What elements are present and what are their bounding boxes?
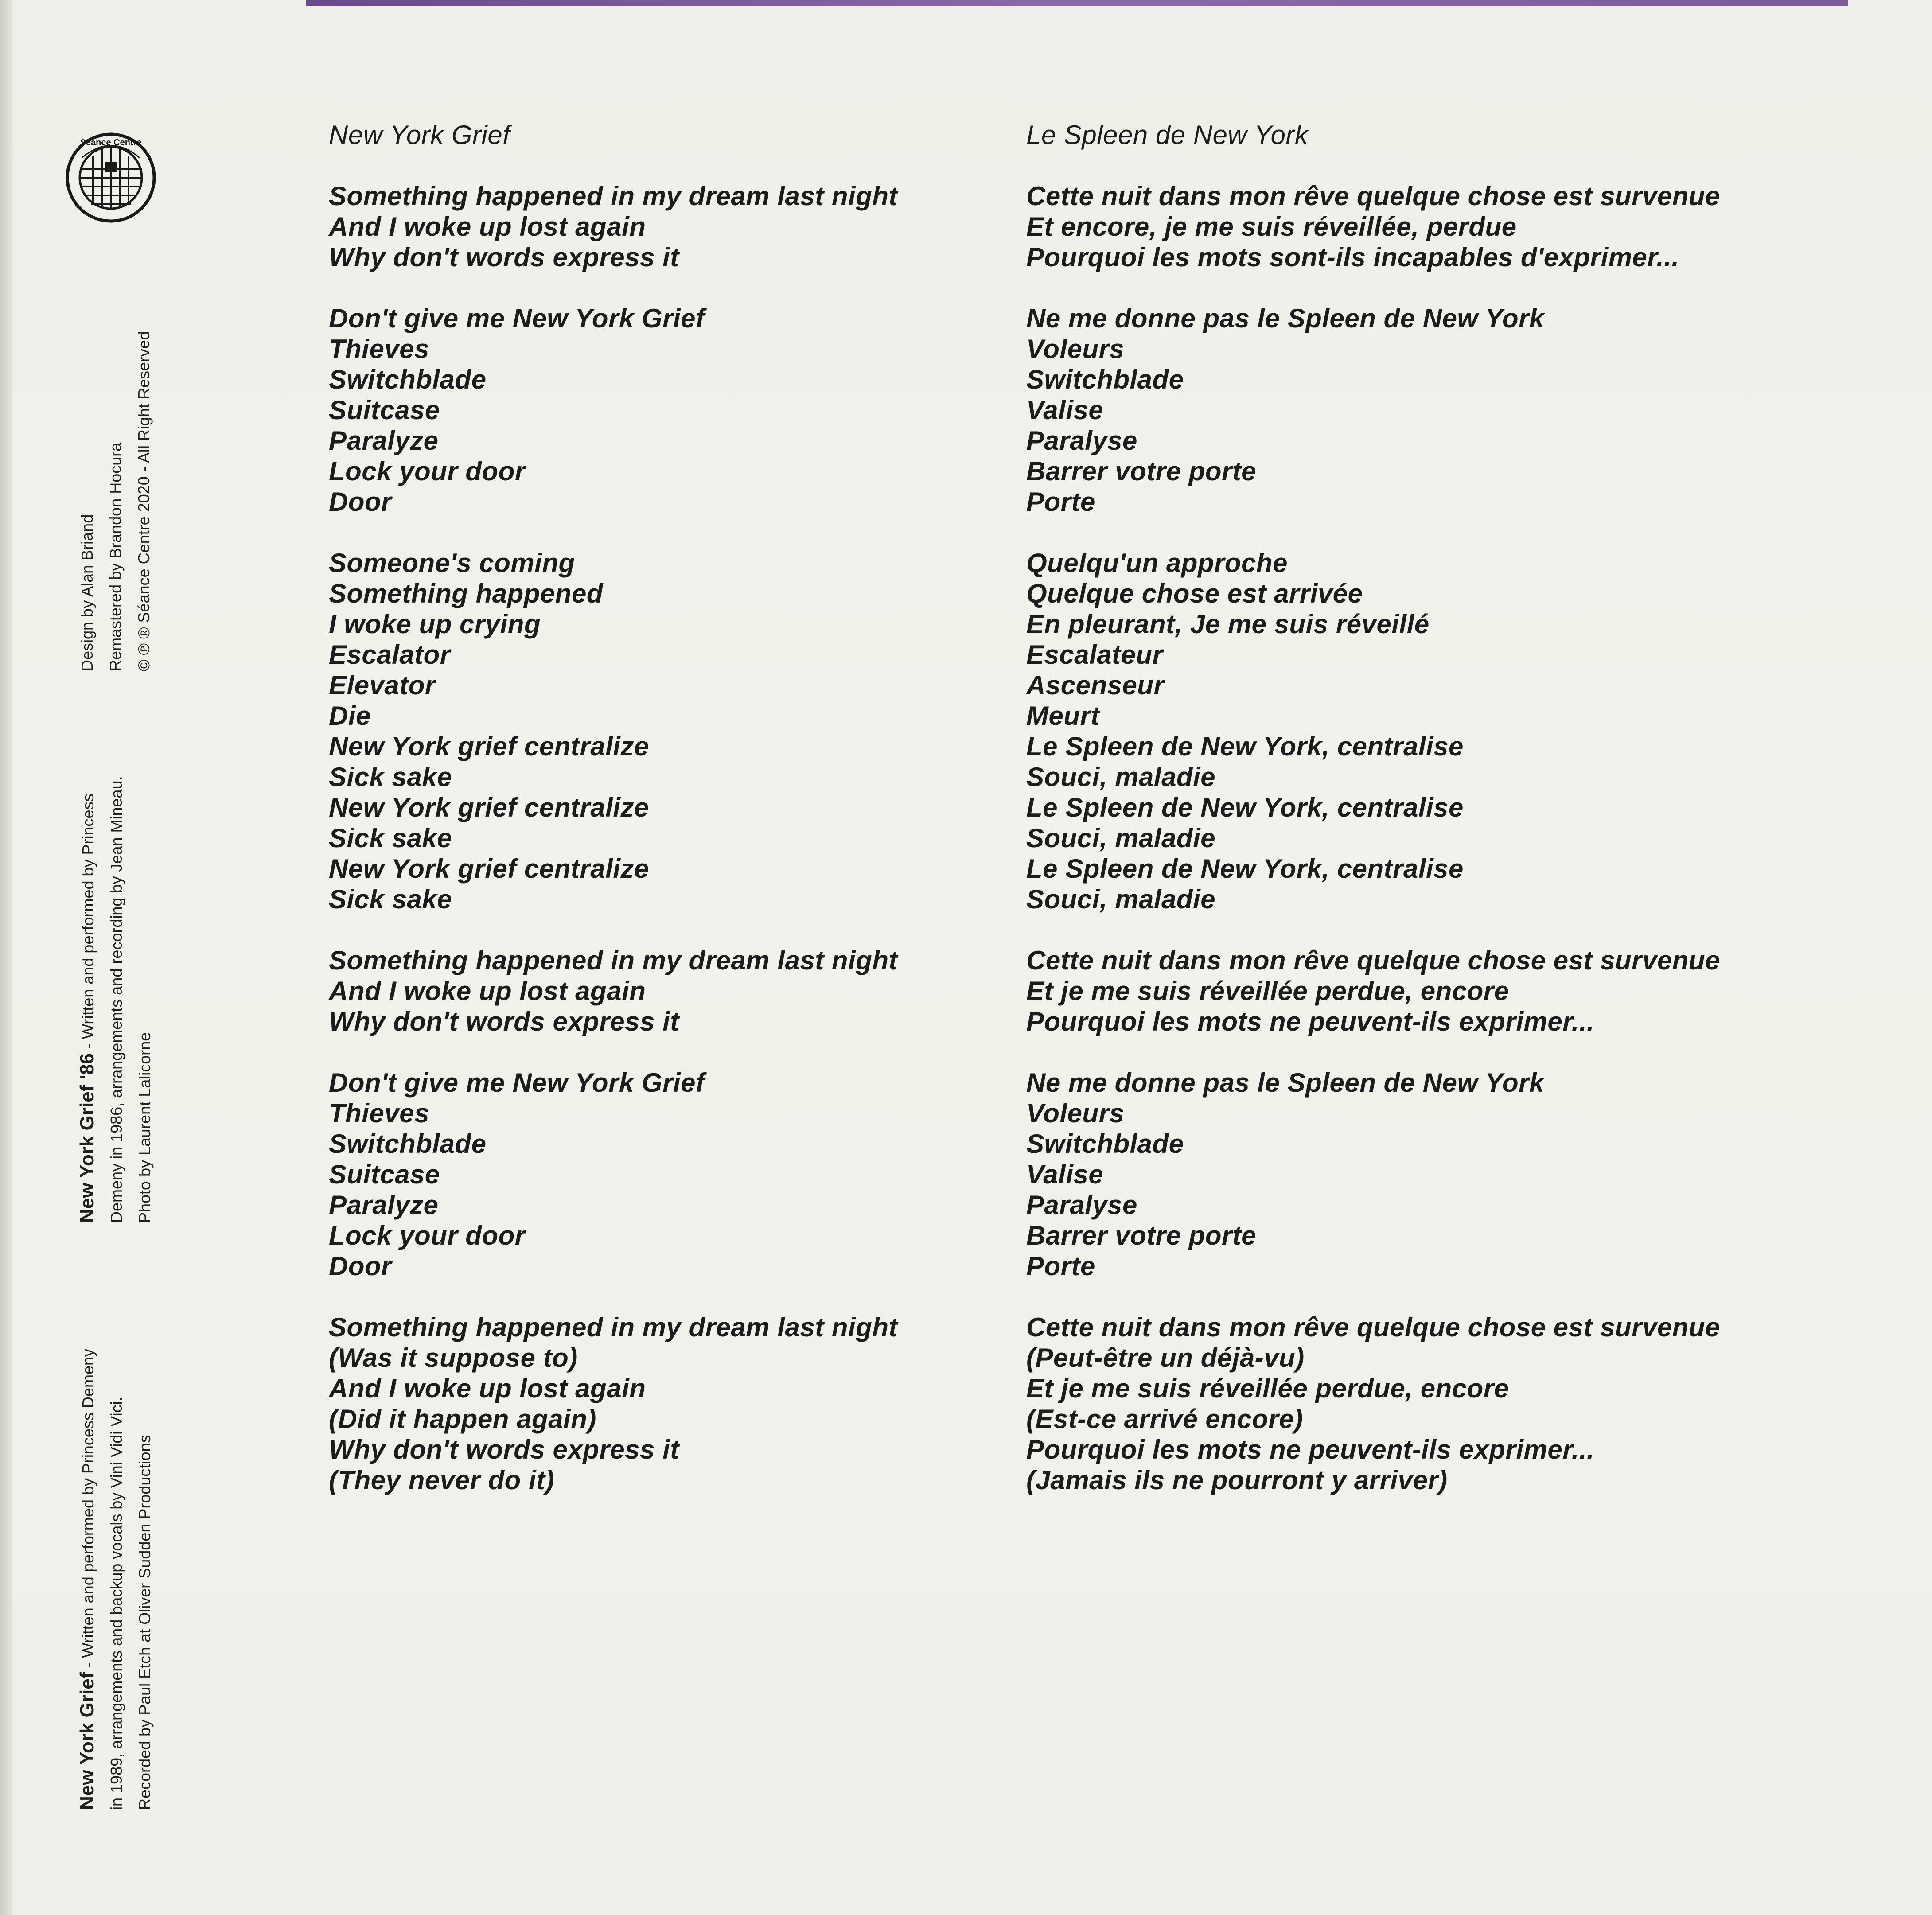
logo-text: Séance Centre [80,138,142,148]
english-lyric-line: Don't give me New York Grief [329,1068,705,1098]
english-lyric-line: Door [329,487,392,517]
credit-1-line-2: in 1989, arrangements and backup vocals by Vini Vidi Vici. [107,1397,125,1810]
english-lyric-line: Something happened in my dream last night [329,181,898,211]
english-lyric-line: Why don't words express it [329,242,679,272]
english-lyric-line: Elevator [329,670,436,700]
french-lyric-line: Cette nuit dans mon rêve quelque chose est survenue [1026,181,1720,211]
french-lyric-line: Souci, maladie [1026,884,1216,914]
english-lyric-line: Switchblade [329,1129,487,1159]
english-lyric-line: Someone's coming [329,548,575,578]
french-lyric-line: Voleurs [1026,1098,1125,1128]
english-stanza-2 [329,303,898,517]
french-lyric-line: Barrer votre porte [1026,456,1257,486]
english-lyric-line: Lock your door [329,1221,526,1250]
credit-1-title: New York Grief [76,1672,98,1810]
english-stanza-3 [329,548,898,915]
english-lyric-line: Escalator [329,640,451,669]
french-lyric-line: Escalateur [1026,640,1163,669]
french-lyric-line: Pourquoi les mots ne peuvent-ils exprimer... [1026,1007,1595,1036]
english-lyric-line: Switchblade [329,365,487,394]
french-lyric-line: Porte [1026,487,1095,517]
french-stanza-3 [1026,548,1720,915]
seance-centre-logo-icon [64,131,157,224]
english-lyric-line: And I woke up lost again [329,1374,646,1403]
english-lyric-line: Sick sake [329,762,452,792]
french-lyric-line: Et encore, je me suis réveillée, perdue [1026,212,1517,241]
french-song-title: Le Spleen de New York [1026,120,1309,150]
french-lyric-line: Et je me suis réveillée perdue, encore [1026,976,1509,1006]
french-lyric-line: Ascenseur [1026,670,1165,700]
english-lyric-line: New York grief centralize [329,732,649,761]
english-stanza-4 [329,945,898,1037]
french-lyric-line: Et je me suis réveillée perdue, encore [1026,1374,1509,1403]
english-lyric-line: Door [329,1251,392,1281]
french-lyric-line: Souci, maladie [1026,762,1216,792]
credit-3-line-2: Remastered by Brandon Hocura [106,442,125,671]
french-lyric-line: Switchblade [1026,1129,1184,1159]
french-stanza-5 [1026,1067,1720,1281]
credit-3-line-3: © ℗ ® Séance Centre 2020 - All Right Reserved [135,331,153,671]
page-left-edge [0,0,12,1915]
credit-3-line-1: Design by Alan Briand [78,514,96,671]
english-lyric-line: Thieves [329,334,429,364]
english-lyric-line: (Did it happen again) [329,1404,596,1434]
english-lyric-line: Thieves [329,1098,429,1128]
french-lyric-line: Ne me donne pas le Spleen de New York [1026,304,1544,333]
english-lyric-line: I woke up crying [329,609,541,639]
english-lyric-line: (Was it suppose to) [329,1343,578,1373]
english-lyric-line: New York grief centralize [329,793,649,822]
english-lyric-line: Paralyze [329,1190,439,1220]
french-lyric-line: Switchblade [1026,365,1184,394]
french-stanza-2 [1026,303,1720,517]
french-lyric-line: Porte [1026,1251,1095,1281]
french-lyric-line: En pleurant, Je me suis réveillé [1026,609,1430,639]
english-lyric-line: Don't give me New York Grief [329,304,705,333]
english-stanza-5 [329,1067,898,1281]
french-lyric-line: Meurt [1026,701,1100,731]
english-lyric-line: (They never do it) [329,1465,555,1495]
english-lyric-line: Why don't words express it [329,1007,679,1036]
french-lyric-line: Cette nuit dans mon rêve quelque chose est survenue [1026,946,1720,975]
french-lyrics-column [1026,120,1720,1526]
french-lyric-line: Quelque chose est arrivée [1026,579,1363,608]
english-lyrics-column [329,120,898,1526]
english-lyric-line: Die [329,701,371,731]
french-lyric-line: Valise [1026,1160,1104,1189]
french-lyric-line: Souci, maladie [1026,823,1216,853]
english-lyric-line: Sick sake [329,884,452,914]
french-lyric-line: Barrer votre porte [1026,1221,1257,1250]
english-lyric-line: Something happened [329,579,604,608]
french-lyric-line: (Peut-être un déjà-vu) [1026,1343,1305,1373]
english-stanza-6 [329,1312,898,1495]
english-lyric-line: Sick sake [329,823,452,853]
page-top-edge [306,0,1848,6]
english-lyric-line: Suitcase [329,395,440,425]
french-lyric-line: Pourquoi les mots sont-ils incapables d'exprimer... [1026,242,1679,272]
english-lyric-line: New York grief centralize [329,854,649,884]
english-lyric-line: Suitcase [329,1160,440,1189]
credit-1-line-3: Recorded by Paul Etch at Oliver Sudden Productions [136,1435,154,1810]
credit-2-line-3: Photo by Laurent Lalicorne [136,1032,154,1223]
french-lyric-line: Quelqu'un approche [1026,548,1288,578]
french-lyric-line: Paralyse [1026,1190,1137,1220]
french-stanzas [1026,181,1720,1495]
english-stanza-1 [329,181,898,272]
credit-1-line-1: New York Grief - Written and performed by Princess Demeny [76,1349,98,1810]
english-lyric-line: Lock your door [329,456,526,486]
french-stanza-6 [1026,1312,1720,1495]
credit-2-title: New York Grief '86 [76,1053,98,1223]
credits-block-2 [73,776,159,1223]
french-stanza-4 [1026,945,1720,1037]
french-lyric-line: Voleurs [1026,334,1125,364]
french-lyric-line: Paralyse [1026,426,1137,455]
french-lyric-line: Cette nuit dans mon rêve quelque chose est survenue [1026,1312,1720,1342]
english-lyric-line: Paralyze [329,426,439,455]
french-lyric-line: (Jamais ils ne pourront y arriver) [1026,1465,1448,1495]
credits-block-3 [73,331,158,671]
french-lyric-line: Ne me donne pas le Spleen de New York [1026,1068,1544,1098]
english-lyric-line: And I woke up lost again [329,212,646,241]
credit-2-line-1: New York Grief '86 - Written and performed by Princess [76,794,98,1223]
french-lyric-line: (Est-ce arrivé encore) [1026,1404,1303,1434]
french-stanza-1 [1026,181,1720,272]
english-lyric-line: Something happened in my dream last night [329,946,898,975]
french-lyric-line: Le Spleen de New York, centralise [1026,793,1464,822]
english-lyric-line: Something happened in my dream last night [329,1312,898,1342]
french-lyric-line: Le Spleen de New York, centralise [1026,854,1464,884]
french-lyric-line: Pourquoi les mots ne peuvent-ils exprimer... [1026,1435,1595,1464]
french-lyric-line: Le Spleen de New York, centralise [1026,732,1464,761]
english-lyric-line: And I woke up lost again [329,976,646,1006]
english-lyric-line: Why don't words express it [329,1435,679,1464]
english-stanzas [329,181,898,1495]
credit-2-line-2: Demeny in 1986, arrangements and recording by Jean Mineau. [107,776,125,1223]
french-lyric-line: Valise [1026,395,1104,425]
credits-block-1 [73,1349,159,1810]
english-song-title: New York Grief [329,120,510,150]
